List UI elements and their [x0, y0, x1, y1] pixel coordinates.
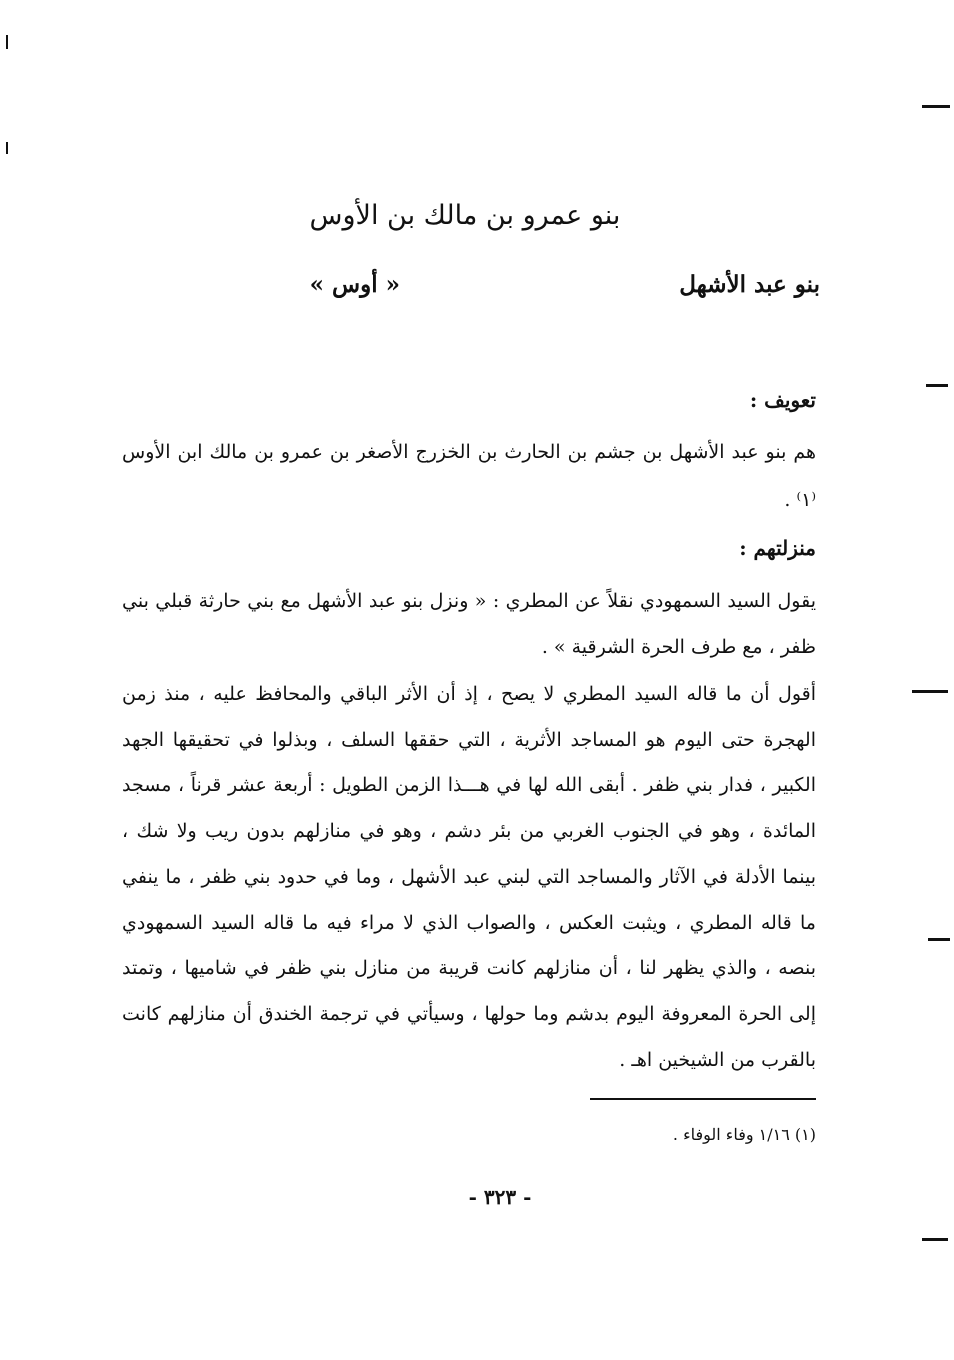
- scan-margin-mark: [922, 105, 950, 108]
- dwellings-paragraph: يقول السيد السمهودي نقلاً عن المطري : « ونزل بنو عبد الأشهل مع بني حارثة قبلي بني ظفر ، مع طرف الحرة الشرقية » .: [122, 590, 816, 658]
- commentary-paragraph: أقول أن ما قاله السيد المطري لا يصح ، إذ أن الأثر الباقي والمحافظ عليه ، منذ زمن الهجرة حتى اليوم هو المساجد الأثرية ، التي حققها السلف ، وبذلوا في تحقيقها الجهد الكبير ، فدار بني ظفر . أبقى الله لها في هـــذا الزمن الطويل : أربعة عشر قرناً ، مسجد المائدة ، وهو في الجنوب الغربي من بئر دشم ، وهو في منازلهم بدون ريب ولا شك ، بينما الأدلة في الآثار والمساجد التي لبني عبد الأشهل ، وما في حدود بني ظفر ، ما ينفي ما قاله المطري ، ويثبت العكس ، والصواب الذي لا مراء فيه ما قاله السيد السمهودي بنصه ، والذي يظهر لنا ، أن منازلهم كانت قريبة من منازل بني ظفر في شاميها ، وتمتد إلى الحرة المعروفة اليوم بدشم وما حولها ، وسيأتي في ترجمة الخندق أن منازلهم كانت بالقرب من الشيخين اهـ .: [122, 683, 816, 1071]
- scan-margin-mark: [6, 142, 8, 154]
- footnote: (١) ١/١٦ وفاء الوفاء .: [672, 1125, 816, 1144]
- definition-paragraph: هم بنو عبد الأشهل بن جشم بن الحارث بن الخزرج الأصغر بن عمرو بن مالك ابن الأوس ⁽١⁾ .: [122, 441, 816, 511]
- scan-margin-mark: [912, 690, 948, 693]
- footnote-divider: [590, 1098, 816, 1100]
- section-heading-dwellings: منزلتهم :: [739, 536, 816, 560]
- section-heading-definition: تعويف :: [749, 388, 816, 412]
- scan-margin-mark: [928, 938, 950, 941]
- scan-margin-mark: [6, 35, 8, 49]
- page-title: بنو عمرو بن مالك بن الأوس: [309, 200, 621, 231]
- subtitle-affiliation: « أوس »: [309, 271, 400, 298]
- page-number: - ٣٢٣ -: [468, 1185, 532, 1209]
- scan-margin-mark: [926, 384, 948, 387]
- subtitle-tribe: بنو عبد الأشهل: [679, 271, 820, 298]
- scan-margin-mark: [922, 1238, 948, 1241]
